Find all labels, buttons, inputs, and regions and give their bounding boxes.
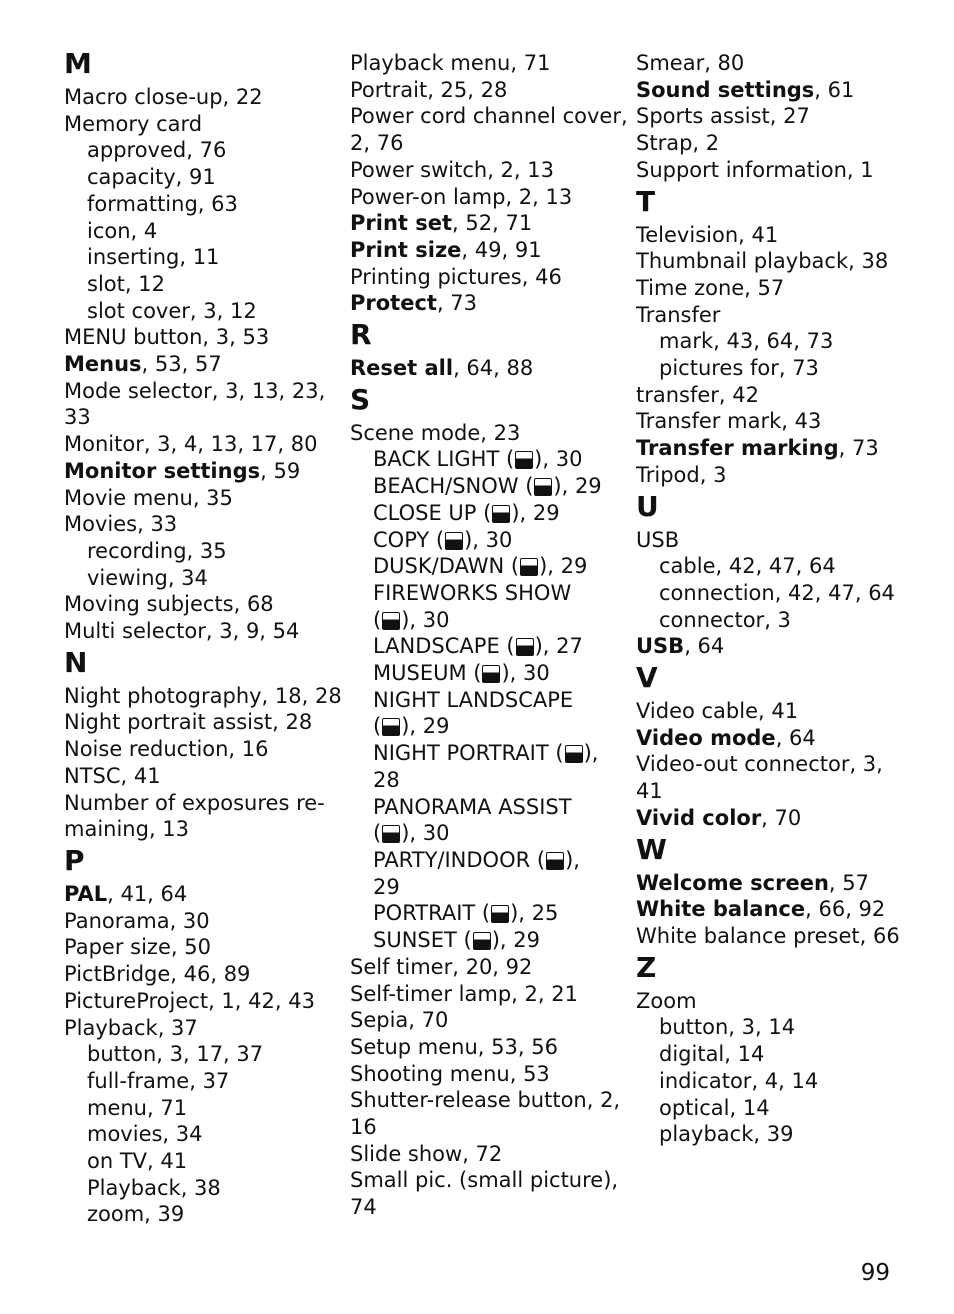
entry-term: PAL <box>64 881 108 906</box>
entry-pages: , 59 <box>260 458 301 483</box>
entry-pages: , 64, 88 <box>453 356 534 381</box>
entry-term: PORTRAIT ( <box>373 901 491 926</box>
index-subentry: playback, 39 <box>659 1122 794 1147</box>
entry-pages: , 61 <box>814 77 855 102</box>
index-entry: Shooting menu, 53 <box>350 1061 550 1086</box>
index-entry: Multi selector, 3, 9, 54 <box>64 619 300 644</box>
entry-term: Print set <box>350 211 453 236</box>
entry-term: Reset all <box>350 356 454 381</box>
entry-pages: ), 25 <box>510 901 559 926</box>
entry-term: Print size <box>350 237 462 262</box>
entry-pages: , 66, 92 <box>805 897 886 922</box>
index-entry: Setup menu, 53, 56 <box>350 1034 558 1059</box>
index-entry: Macro close-up, 22 <box>64 85 263 109</box>
section-letter: U <box>636 489 659 523</box>
index-subentry: icon, 4 <box>87 218 158 243</box>
index-subentry <box>350 607 612 634</box>
dusk-dawn-icon <box>520 558 538 576</box>
entry-term: COPY ( <box>373 527 445 552</box>
index-subentry: movies, 34 <box>87 1122 203 1147</box>
index-entry: White balance preset, 66 <box>636 923 900 948</box>
index-entry: Panorama, 30 <box>64 908 210 933</box>
copy-icon <box>445 532 463 550</box>
index-entry <box>636 725 906 752</box>
entry-pages: ), 30 <box>501 661 550 686</box>
index-entry: Mode selector, 3, 13, 23, <box>64 378 326 403</box>
index-entry <box>350 355 612 382</box>
index-subentry: on TV, 41 <box>87 1149 188 1174</box>
landscape-icon <box>516 638 534 656</box>
index-column-3 <box>636 50 906 1148</box>
index-entry <box>636 870 906 897</box>
index-subentry <box>350 847 612 874</box>
index-subentry <box>350 527 612 554</box>
entry-term: BACK LIGHT ( <box>373 447 515 472</box>
entry-term: ( <box>373 821 382 846</box>
index-subentry <box>350 900 612 927</box>
index-entry: Power switch, 2, 13 <box>350 157 554 182</box>
index-entry: Support information, 1 <box>636 157 874 182</box>
index-entry: 33 <box>64 405 91 430</box>
index-entry: Time zone, 57 <box>636 275 785 300</box>
index-entry: Movies, 33 <box>64 512 178 537</box>
index-entry: Strap, 2 <box>636 131 720 156</box>
index-entry: 16 <box>350 1115 377 1140</box>
entry-pages: , 70 <box>761 805 802 830</box>
index-subentry: approved, 76 <box>87 138 227 163</box>
index-entry: Transfer mark, 43 <box>636 409 822 434</box>
entry-pages: ), 29 <box>539 554 588 579</box>
index-subentry: connection, 42, 47, 64 <box>659 580 895 605</box>
entry-term: Monitor settings <box>64 458 261 483</box>
night-portrait-icon <box>565 745 583 763</box>
beach-snow-icon <box>534 478 552 496</box>
section-letter: M <box>64 47 92 80</box>
index-subentry <box>350 553 612 580</box>
index-subentry: inserting, 11 <box>87 245 220 270</box>
entry-term: Welcome screen <box>636 870 829 895</box>
index-subentry: 28 <box>373 767 400 792</box>
index-subentry: menu, 71 <box>87 1095 188 1120</box>
index-entry: PictBridge, 46, 89 <box>64 962 251 987</box>
index-entry <box>350 290 612 317</box>
entry-pages: ), 30 <box>401 607 450 632</box>
index-entry: Moving subjects, 68 <box>64 592 274 617</box>
panorama-assist-icon <box>382 825 400 843</box>
index-subentry: connector, 3 <box>659 607 791 632</box>
index-entry: Small pic. (small picture), <box>350 1168 619 1193</box>
index-entry: PictureProject, 1, 42, 43 <box>64 988 315 1013</box>
index-entry: Video cable, 41 <box>636 699 799 724</box>
portrait-icon <box>491 905 509 923</box>
section-letter: T <box>636 184 656 218</box>
fireworks-icon <box>382 612 400 630</box>
index-entry <box>636 805 906 832</box>
index-entry: Portrait, 25, 28 <box>350 77 508 102</box>
index-entry <box>636 633 906 660</box>
index-entry: transfer, 42 <box>636 382 760 407</box>
entry-pages: ), 30 <box>534 447 583 472</box>
entry-pages: , 52, 71 <box>452 211 533 236</box>
index-subentry <box>350 500 612 527</box>
entry-term: CLOSE UP ( <box>373 500 492 525</box>
index-entry: USB <box>636 527 680 552</box>
index-subentry <box>350 446 612 473</box>
index-entry: NTSC, 41 <box>64 763 161 788</box>
index-entry: Shutter-release button, 2, <box>350 1088 621 1113</box>
entry-pages: , 53, 57 <box>141 352 222 377</box>
index-entry: Scene mode, 23 <box>350 420 521 445</box>
index-entry: Memory card <box>64 111 203 136</box>
index-subentry <box>350 740 612 767</box>
index-subentry: NIGHT LANDSCAPE <box>373 687 574 712</box>
section-letter: P <box>64 843 85 877</box>
index-subentry: slot cover, 3, 12 <box>87 298 257 323</box>
index-entry <box>64 881 334 908</box>
entry-term: White balance <box>636 897 806 922</box>
index-entry: Playback, 37 <box>64 1015 198 1040</box>
index-subentry: FIREWORKS SHOW <box>373 580 572 605</box>
entry-term: Video mode <box>636 725 776 750</box>
index-subentry: Playback, 38 <box>87 1175 221 1200</box>
index-entry: Movie menu, 35 <box>64 485 233 510</box>
index-entry: Power-on lamp, 2, 13 <box>350 184 573 209</box>
index-subentry: viewing, 34 <box>87 565 208 590</box>
index-subentry: mark, 43, 64, 73 <box>659 329 834 354</box>
index-entry: Night portrait assist, 28 <box>64 710 313 735</box>
entry-pages: ), 27 <box>534 634 583 659</box>
index-entry: 74 <box>350 1195 377 1220</box>
entry-term: Transfer marking <box>636 436 839 461</box>
index-column-2 <box>350 50 628 1221</box>
index-entry <box>350 210 612 237</box>
index-entry <box>636 435 906 462</box>
entry-term: ( <box>373 714 382 739</box>
entry-term: Menus <box>64 352 142 377</box>
index-subentry: slot, 12 <box>87 271 165 296</box>
index-entry: Slide show, 72 <box>350 1141 503 1166</box>
index-subentry <box>350 660 612 687</box>
sunset-icon <box>473 932 491 950</box>
index-subentry: indicator, 4, 14 <box>659 1068 819 1093</box>
entry-pages: , 73 <box>838 436 879 461</box>
index-column-1 <box>64 47 342 1228</box>
section-letter: W <box>636 832 667 866</box>
index-subentry <box>350 633 612 660</box>
back-light-icon <box>515 451 533 469</box>
entry-pages: ), 30 <box>464 527 513 552</box>
index-entry: Smear, 80 <box>636 51 745 75</box>
entry-pages: , 57 <box>828 870 869 895</box>
entry-pages: , 73 <box>436 291 478 316</box>
entry-pages: ), 29 <box>401 714 450 739</box>
entry-term: NIGHT PORTRAIT ( <box>373 741 564 766</box>
close-up-icon <box>492 505 510 523</box>
index-subentry: PANORAMA ASSIST <box>373 794 572 819</box>
index-subentry: cable, 42, 47, 64 <box>659 554 836 579</box>
section-letter: R <box>350 318 372 352</box>
index-entry: Printing pictures, 46 <box>350 264 562 289</box>
index-subentry: full-frame, 37 <box>87 1068 230 1093</box>
index-entry: Monitor, 3, 4, 13, 17, 80 <box>64 432 318 457</box>
index-subentry <box>350 820 612 847</box>
index-entry: Video-out connector, 3, <box>636 752 883 777</box>
index-subentry: 29 <box>373 874 400 899</box>
index-entry: Night photography, 18, 28 <box>64 683 342 708</box>
index-entry: Paper size, 50 <box>64 935 211 960</box>
index-entry: 41 <box>636 779 663 804</box>
index-entry <box>636 77 906 104</box>
index-entry <box>64 458 334 485</box>
section-letter: Z <box>636 950 657 984</box>
index-entry: Self timer, 20, 92 <box>350 954 533 979</box>
index-entry: Thumbnail playback, 38 <box>636 249 889 274</box>
index-subentry <box>350 927 612 954</box>
entry-term: Vivid color <box>636 805 762 830</box>
index-subentry: optical, 14 <box>659 1095 770 1120</box>
index-entry: 2, 76 <box>350 131 404 156</box>
section-letter: V <box>636 661 658 695</box>
entry-term: DUSK/DAWN ( <box>373 554 520 579</box>
index-entry: maining, 13 <box>64 817 190 842</box>
index-entry: Television, 41 <box>636 222 779 247</box>
index-subentry: zoom, 39 <box>87 1202 185 1227</box>
entry-term: ( <box>373 607 382 632</box>
section-letter: N <box>64 645 88 679</box>
night-landscape-icon <box>382 718 400 736</box>
index-entry: Zoom <box>636 988 697 1013</box>
index-entry: Playback menu, 71 <box>350 51 551 75</box>
index-subentry: pictures for, 73 <box>659 356 819 381</box>
index-entry: Number of exposures re- <box>64 790 325 815</box>
entry-pages: ), 29 <box>553 474 602 499</box>
entry-term: Protect <box>350 291 437 316</box>
index-subentry: capacity, 91 <box>87 165 216 190</box>
entry-pages: ), <box>583 741 599 766</box>
entry-pages: , 64 <box>775 725 816 750</box>
index-entry: Noise reduction, 16 <box>64 737 269 762</box>
page-number: 99 <box>860 1260 890 1286</box>
entry-pages: ), 30 <box>401 821 450 846</box>
index-subentry <box>350 473 612 500</box>
index-subentry: digital, 14 <box>659 1042 765 1067</box>
party-indoor-icon <box>546 852 564 870</box>
entry-term: PARTY/INDOOR ( <box>373 847 546 872</box>
index-entry: MENU button, 3, 53 <box>64 325 270 350</box>
entry-term: Sound settings <box>636 77 815 102</box>
index-subentry: recording, 35 <box>87 538 227 563</box>
entry-pages: ), <box>565 847 580 872</box>
index-entry: Transfer <box>636 302 721 327</box>
index-subentry <box>350 713 612 740</box>
entry-term: SUNSET ( <box>373 928 472 953</box>
index-entry: Sports assist, 27 <box>636 104 810 129</box>
index-entry: Power cord channel cover, <box>350 104 628 129</box>
index-subentry: formatting, 63 <box>87 191 238 216</box>
section-letter: S <box>350 382 371 416</box>
entry-term: MUSEUM ( <box>373 661 482 686</box>
entry-term: BEACH/SNOW ( <box>373 474 534 499</box>
entry-term: LANDSCAPE ( <box>373 634 515 659</box>
index-subentry: button, 3, 17, 37 <box>87 1042 264 1067</box>
entry-pages: ), 29 <box>511 500 560 525</box>
entry-pages: , 41, 64 <box>107 881 188 906</box>
index-entry: Tripod, 3 <box>636 462 727 487</box>
index-entry <box>350 237 612 264</box>
index-entry <box>64 351 334 378</box>
entry-term: USB <box>636 634 685 659</box>
entry-pages: , 49, 91 <box>461 237 542 262</box>
index-subentry: button, 3, 14 <box>659 1015 796 1040</box>
index-entry: Sepia, 70 <box>350 1008 449 1033</box>
index-entry <box>636 896 906 923</box>
museum-icon <box>482 665 500 683</box>
index-entry: Self-timer lamp, 2, 21 <box>350 981 578 1006</box>
entry-pages: , 64 <box>684 634 725 659</box>
entry-pages: ), 29 <box>491 928 540 953</box>
